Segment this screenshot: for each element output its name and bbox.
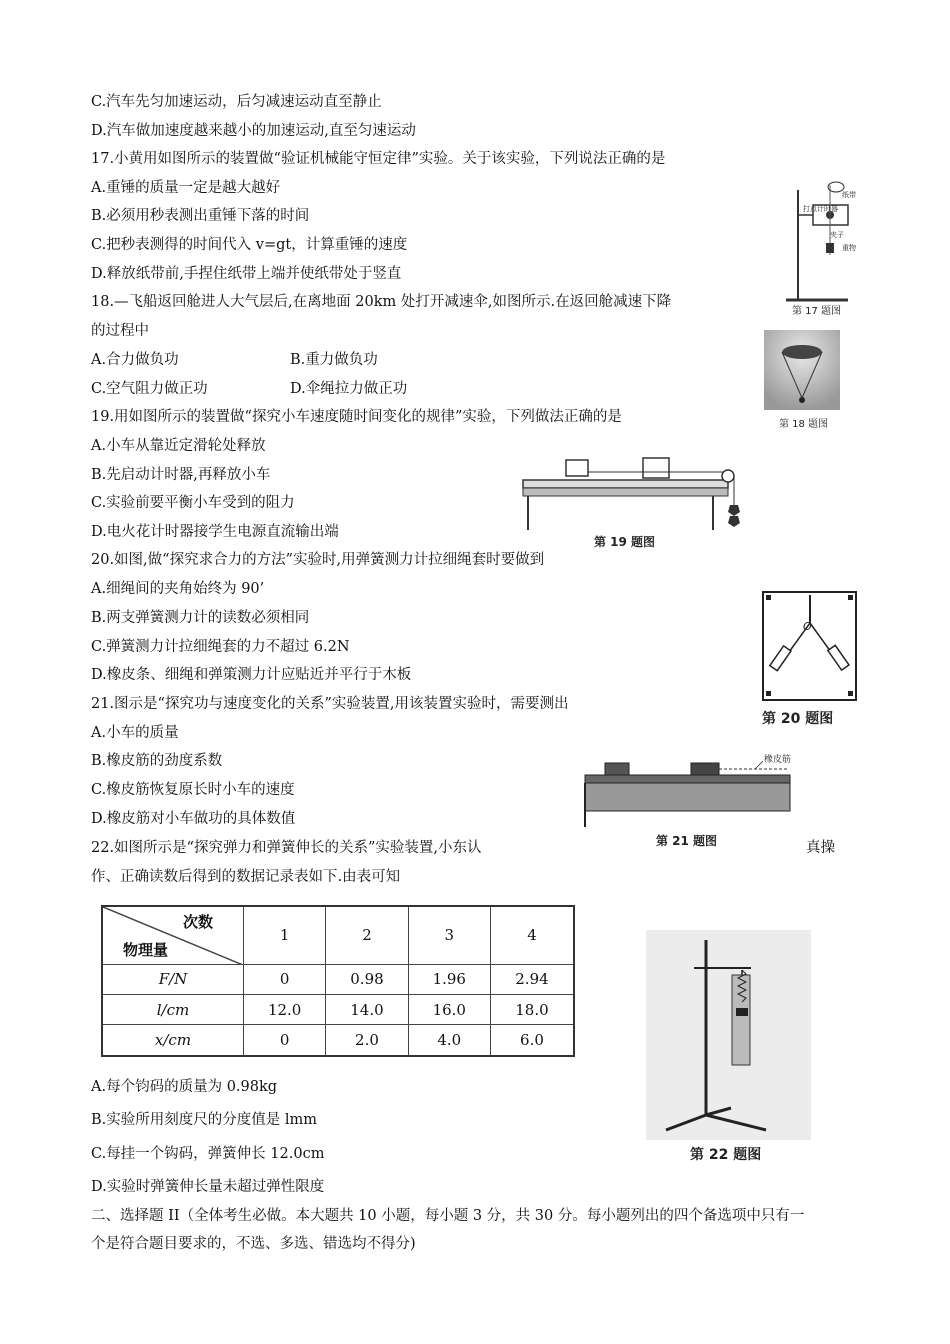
col-header: 2 bbox=[326, 906, 408, 964]
option-21d: D.橡皮筋对小车做功的具体数值 bbox=[91, 811, 296, 827]
option-19c: C.实验前要平衡小车受到的阻力 bbox=[91, 495, 295, 511]
fig17-label-weight: 重物 bbox=[842, 244, 856, 252]
figure-21-rubber-band-setup bbox=[583, 757, 793, 827]
row-label: l/cm bbox=[102, 994, 244, 1024]
fig17-label-tape: 纸带 bbox=[842, 191, 856, 199]
table-cell: 2.0 bbox=[326, 1025, 408, 1056]
figure-18-parachute bbox=[764, 330, 840, 410]
option-21b: B.橡皮筋的劲度系数 bbox=[91, 753, 223, 769]
header-quantity: 物理量 bbox=[123, 940, 169, 959]
table-cell: 4.0 bbox=[408, 1025, 490, 1056]
section-2-heading: 二、选择题 II（全体考生必做。本大题共 10 小题，每小题 3 分，共 30 分。每小题列出的四个备选项中只有一 bbox=[91, 1208, 805, 1224]
question-22-cont: 作、正确读数后得到的数据记录表如下.由表可知 bbox=[91, 869, 401, 885]
option-22a: A.每个钧码的质量为 0.98kg bbox=[91, 1079, 278, 1095]
table-cell: 6.0 bbox=[490, 1025, 574, 1056]
option-19d: D.电火花计时器接学生电源直流输出端 bbox=[91, 524, 339, 540]
table-cell: 2.94 bbox=[490, 964, 574, 994]
col-header: 3 bbox=[408, 906, 490, 964]
table-header-corner bbox=[102, 906, 244, 964]
option-20a: A.细绳间的夹角始终为 90’ bbox=[91, 581, 265, 597]
option-20c: C.弹簧测力计拉细绳套的力不超过 6.2N bbox=[91, 639, 350, 655]
option-17c: C.把秒表测得的时间代入 v=gt，计算重锤的速度 bbox=[91, 237, 408, 253]
option-22c: C.每挂一个钩码，弹簧伸长 12.0cm bbox=[91, 1146, 325, 1162]
figure-22-caption: 第 22 题图 bbox=[690, 1147, 762, 1163]
table-row bbox=[102, 994, 574, 1024]
option-16d: D.汽车做加速度越来越小的加速运动,直至匀速运动 bbox=[91, 123, 416, 139]
figure-20-caption: 第 20 题图 bbox=[762, 711, 834, 727]
option-18b: B.重力做负功 bbox=[290, 352, 378, 368]
header-times: 次数 bbox=[182, 913, 213, 931]
option-21c: C.橡皮筋恢复原长时小车的速度 bbox=[91, 782, 295, 798]
table-cell: 14.0 bbox=[326, 994, 408, 1024]
option-16c: C.汽车先匀加速运动，后匀减速运动直至静止 bbox=[91, 94, 382, 110]
option-18d: D.伞绳拉力做正功 bbox=[290, 381, 408, 397]
figure-20-force-board bbox=[762, 591, 857, 701]
question-17: 17.小黄用如图所示的装置做“验证机械能守恒定律”实验。关于该实验，下列说法正确的是 bbox=[91, 151, 666, 167]
option-17b: B.必须用秒表测出重锤下落的时间 bbox=[91, 208, 310, 224]
figure-19-caption: 第 19 题图 bbox=[594, 535, 656, 549]
option-21a: A.小车的质量 bbox=[91, 725, 179, 741]
question-18: 18.—飞船返回舱进人大气层后,在离地面 20km 处打开减速伞,如图所示.在返回舱减速下降 bbox=[91, 294, 672, 310]
table-cell: 0 bbox=[244, 1025, 326, 1056]
question-18-cont: 的过程中 bbox=[91, 323, 149, 339]
col-header: 1 bbox=[244, 906, 326, 964]
table-cell: 18.0 bbox=[490, 994, 574, 1024]
question-20: 20.如图,做“探究求合力的方法”实验时,用弹簧测力计拉细绳套时要做到 bbox=[91, 552, 545, 568]
option-20d: D.橡皮条、细绳和弹策测力计应贴近并平行于木板 bbox=[91, 667, 412, 683]
option-20b: B.两支弹簧测力计的读数必须相同 bbox=[91, 610, 310, 626]
table-row bbox=[102, 964, 574, 994]
row-label: x/cm bbox=[102, 1025, 244, 1056]
option-22d: D.实验时弹簧伸长量未超过弹性限度 bbox=[91, 1179, 325, 1195]
fig17-label-timer: 打点计时器 bbox=[803, 205, 838, 213]
option-18a: A.合力做负功 bbox=[91, 352, 179, 368]
option-17a: A.重锤的质量一定是越大越好 bbox=[91, 180, 281, 196]
fig17-label-clip: 夹子 bbox=[830, 231, 844, 239]
question-19: 19.用如图所示的装置做“探究小车速度随时间变化的规律”实验，下列做法正确的是 bbox=[91, 409, 622, 425]
figure-21-caption: 第 21 题图 bbox=[656, 834, 718, 848]
option-17d: D.释放纸带前,手捏住纸带上端并使纸带处于竖直 bbox=[91, 266, 402, 282]
figure-20-point-o: O bbox=[803, 620, 812, 633]
table-cell: 0.98 bbox=[326, 964, 408, 994]
table-cell: 12.0 bbox=[244, 994, 326, 1024]
table-cell: 16.0 bbox=[408, 994, 490, 1024]
figure-18-caption: 第 18 题图 bbox=[779, 419, 829, 430]
section-2-heading-cont: 个是符合题目要求的，不选、多选、错选均不得分) bbox=[91, 1236, 416, 1252]
figure-19-cart-track bbox=[518, 450, 748, 535]
figure-22-spring-stand bbox=[646, 930, 811, 1140]
table-cell: 1.96 bbox=[408, 964, 490, 994]
option-22b: B.实验所用刻度尺的分度值是 lmm bbox=[91, 1112, 318, 1128]
data-table bbox=[101, 905, 575, 1057]
question-22: 22.如图所示是“探究弹力和弹簧伸长的关系”实验装置,小东认 bbox=[91, 840, 482, 856]
figure-17-caption: 第 17 题图 bbox=[792, 306, 842, 317]
question-21: 21.图示是“探究功与速度变化的关系”实验装置,用该装置实验时，需要测出 bbox=[91, 696, 569, 712]
option-19b: B.先启动计时器,再释放小车 bbox=[91, 467, 271, 483]
option-19a: A.小车从靠近定滑轮处释放 bbox=[91, 438, 266, 454]
question-22-tail: 真操 bbox=[806, 840, 835, 856]
table-row bbox=[102, 1025, 574, 1056]
figure-21-label-band: 橡皮筋 bbox=[764, 755, 792, 765]
option-18c: C.空气阻力做正功 bbox=[91, 381, 208, 397]
col-header: 4 bbox=[490, 906, 574, 964]
table-cell: 0 bbox=[244, 964, 326, 994]
row-label: F/N bbox=[102, 964, 244, 994]
